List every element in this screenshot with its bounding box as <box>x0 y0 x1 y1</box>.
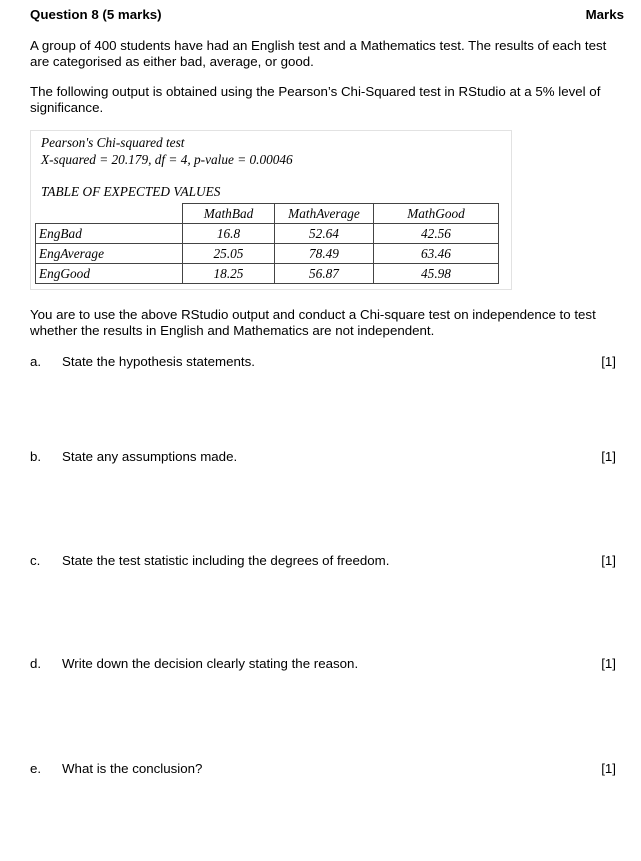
table-cell: 63.46 <box>374 244 499 264</box>
question-part-c <box>30 553 624 571</box>
rstudio-output-box <box>30 130 512 290</box>
part-letter: d. <box>30 656 42 671</box>
output-intro-line-1: The following output is obtained using the Pearson’s Chi-Squared test in RStudio at a 5% level of <box>30 84 601 99</box>
table-cell: 25.05 <box>183 244 275 264</box>
part-mark: [1] <box>601 449 616 464</box>
part-text: State the test statistic including the degrees of freedom. <box>62 553 390 568</box>
question-header <box>30 7 624 25</box>
intro-line-2: are categorised as either bad, average, or good. <box>30 53 314 69</box>
task-paragraph <box>30 307 624 338</box>
output-intro-paragraph <box>30 84 624 115</box>
row-label: EngBad <box>36 224 183 244</box>
task-line-1: You are to use the above RStudio output and conduct a Chi-square test on independence to test <box>30 307 596 322</box>
expected-values-table <box>35 203 499 284</box>
table-cell: 56.87 <box>275 264 374 284</box>
row-label: EngGood <box>36 264 183 284</box>
task-line-2: whether the results in English and Mathematics are not independent. <box>30 322 435 338</box>
part-letter: c. <box>30 553 41 568</box>
table-cell: 18.25 <box>183 264 275 284</box>
part-mark: [1] <box>601 354 616 369</box>
output-intro-line-2: significance. <box>30 99 104 115</box>
row-label: EngAverage <box>36 244 183 264</box>
table-row <box>36 264 499 284</box>
table-corner <box>36 204 183 224</box>
part-letter: a. <box>30 354 42 369</box>
table-cell: 78.49 <box>275 244 374 264</box>
table-title: TABLE OF EXPECTED VALUES <box>41 184 221 199</box>
table-cell: 45.98 <box>374 264 499 284</box>
table-header-row <box>36 204 499 224</box>
intro-line-1: A group of 400 students have had an English test and a Mathematics test. The results of each test <box>30 38 607 53</box>
table-row <box>36 224 499 244</box>
test-result: X-squared = 20.179, df = 4, p-value = 0.00046 <box>41 152 293 167</box>
part-letter: b. <box>30 449 42 464</box>
part-mark: [1] <box>601 761 616 776</box>
column-header: MathBad <box>183 204 275 224</box>
question-part-a <box>30 354 624 372</box>
part-text: State any assumptions made. <box>62 449 238 464</box>
table-cell: 16.8 <box>183 224 275 244</box>
test-name: Pearson's Chi-squared test <box>41 135 185 150</box>
question-part-e <box>30 761 624 779</box>
column-header: MathGood <box>374 204 499 224</box>
part-mark: [1] <box>601 553 616 568</box>
table-cell: 42.56 <box>374 224 499 244</box>
column-header: MathAverage <box>275 204 374 224</box>
question-part-b <box>30 449 624 467</box>
marks-column-label: Marks <box>585 7 624 22</box>
table-row <box>36 244 499 264</box>
question-title: Question 8 (5 marks) <box>30 7 162 22</box>
intro-paragraph <box>30 38 624 69</box>
part-text: What is the conclusion? <box>62 761 203 776</box>
table-cell: 52.64 <box>275 224 374 244</box>
part-letter: e. <box>30 761 42 776</box>
question-part-d <box>30 656 624 674</box>
part-text: Write down the decision clearly stating the reason. <box>62 656 359 671</box>
part-text: State the hypothesis statements. <box>62 354 255 369</box>
part-mark: [1] <box>601 656 616 671</box>
